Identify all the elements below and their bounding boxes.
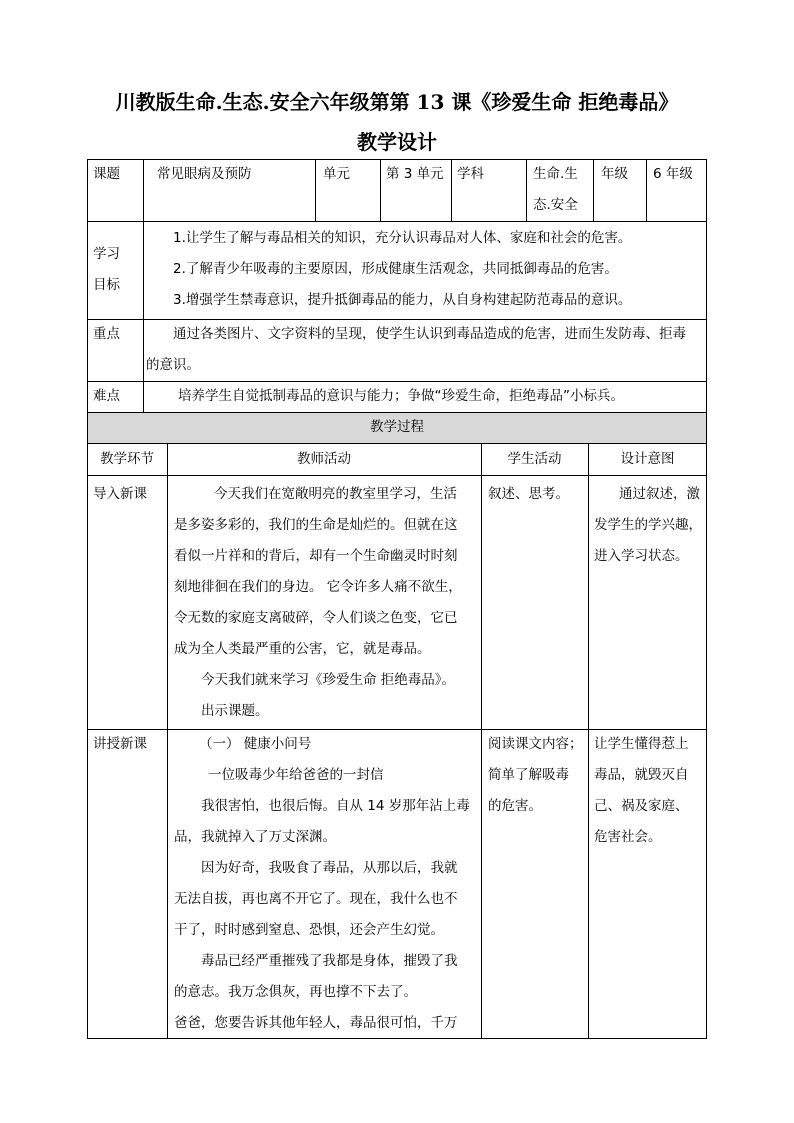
intro-intent-line: 发学生的学兴趣，: [594, 517, 702, 533]
lecture-teacher-line: 因为好奇，我吸食了毒品，从那以后，我就: [201, 860, 458, 876]
lecture-intent-line: 毒品，就毁灭自: [594, 767, 689, 783]
subject-value-line2: 态.安全: [533, 197, 578, 213]
lecture-student-line: 简单了解吸毒: [488, 767, 569, 783]
rule: [706, 159, 707, 1039]
grade-label: 年级: [601, 166, 628, 182]
difficulty-label: 难点: [93, 388, 120, 404]
rule: [143, 159, 144, 221]
intro-teacher-line: 刻地徘徊在我们的身边。 它令许多人痛不欲生，: [174, 579, 462, 595]
goal-item: 3.增强学生禁毒意识，提升抵御毒品的能力，从自身构建起防范毒品的意识。: [173, 292, 632, 308]
rule: [315, 159, 316, 221]
lecture-teacher-line: 无法自拔，再也离不开它了。现在，我什么也不: [174, 891, 458, 907]
topic-value: 常见眼病及预防: [157, 166, 252, 182]
lecture-teacher-line: 干了，时时感到窒息、恐惧，还会产生幻觉。: [174, 922, 444, 938]
lecture-intent-line: 己、祸及家庭、: [594, 798, 689, 814]
intro-teacher-line: 成为全人类最严重的公害，它，就是毒品。: [174, 641, 431, 657]
intro-intent-line: 通过叙述，激: [619, 486, 700, 502]
rule: [481, 443, 482, 1039]
unit-label: 单元: [323, 166, 350, 182]
intro-stage: 导入新课: [93, 486, 147, 502]
keypoint-label: 重点: [93, 326, 120, 342]
subject-label: 学科: [457, 166, 484, 182]
lecture-teacher-line: 的意志。我万念俱灰，再也撑不下去了。: [174, 984, 417, 1000]
lecture-stage: 讲授新课: [93, 736, 147, 752]
lecture-intent-line: 危害社会。: [594, 829, 662, 845]
rule: [646, 159, 647, 221]
process-heading: 教学过程: [370, 419, 424, 435]
header-teacher: 教师活动: [297, 451, 351, 467]
keypoint-text-line1: 通过各类图片、文字资料的呈现，使学生认识到毒品造成的危害，进而生发防毒、拒毒: [173, 326, 686, 342]
rule: [143, 221, 144, 412]
difficulty-text: 培养学生自觉抵制毒品的意识与能力；争做“珍爱生命，拒绝毒品”小标兵。: [178, 388, 624, 404]
rule: [526, 159, 527, 221]
lecture-intent-line: 让学生懂得惹上: [594, 736, 689, 752]
intro-teacher-line: 今天我们就来学习《珍爱生命 拒绝毒品》。: [201, 672, 456, 688]
lecture-teacher-line: 一位吸毒少年给爸爸的一封信: [208, 767, 384, 783]
subject-value-line1: 生命.生: [533, 166, 578, 182]
lecture-teacher-line: （一） 健康小问号: [199, 736, 312, 752]
lecture-student-line: 的危害。: [488, 798, 542, 814]
lecture-teacher-line: 爸爸，您要告诉其他年轻人，毒品很可怕，千万: [174, 1015, 458, 1031]
header-student: 学生活动: [507, 451, 562, 467]
goal-item: 2.了解青少年吸毒的主要原因，形成健康生活观念，共同抵御毒品的危害。: [173, 261, 618, 277]
lecture-teacher-line: 我很害怕，也很后悔。自从 14 岁那年沾上毒: [201, 798, 470, 814]
intro-intent-line: 进入学习状态。: [594, 548, 689, 564]
topic-label: 课题: [93, 166, 120, 182]
intro-teacher-line: 今天我们在宽敞明亮的教室里学习，生活: [214, 486, 457, 502]
header-stage: 教学环节: [100, 451, 154, 467]
document-title: 川教版生命.生态.安全六年级第第 13 课《珍爱生命 拒绝毒品》: [115, 90, 679, 114]
goals-label-line2: 目标: [93, 277, 120, 293]
rule: [593, 159, 594, 221]
intro-teacher-line: 令无数的家庭支离破碎，令人们谈之色变，它已: [174, 610, 458, 626]
rule: [451, 159, 452, 221]
rule: [588, 443, 589, 1039]
intro-student: 叙述、思考。: [488, 486, 569, 502]
rule: [380, 159, 381, 221]
document-subtitle: 教学设计: [357, 130, 437, 154]
lesson-plan-table: [87, 159, 707, 1039]
intro-teacher-line: 出示课题。: [201, 703, 269, 719]
goal-item: 1.让学生了解与毒品相关的知识，充分认识毒品对人体、家庭和社会的危害。: [173, 230, 632, 246]
keypoint-text-line2: 的意识。: [146, 357, 200, 373]
rule: [87, 475, 707, 476]
grade-value: 6 年级: [653, 166, 693, 182]
rule: [87, 159, 88, 1039]
intro-teacher-line: 是多姿多彩的，我们的生命是灿烂的。但就在这: [174, 517, 458, 533]
lecture-teacher-line: 品，我就掉入了万丈深渊。: [174, 829, 336, 845]
unit-value: 第 3 单元: [386, 166, 444, 182]
header-intent: 设计意图: [620, 451, 675, 467]
lecture-student-line: 阅读课文内容；: [488, 736, 583, 752]
lecture-teacher-line: 毒品已经严重摧残了我都是身体，摧毁了我: [201, 953, 458, 969]
rule: [167, 443, 168, 1039]
intro-teacher-line: 看似一片祥和的背后，却有一个生命幽灵时时刻: [174, 548, 458, 564]
goals-label-line1: 学习: [93, 246, 120, 262]
rule: [87, 221, 707, 222]
